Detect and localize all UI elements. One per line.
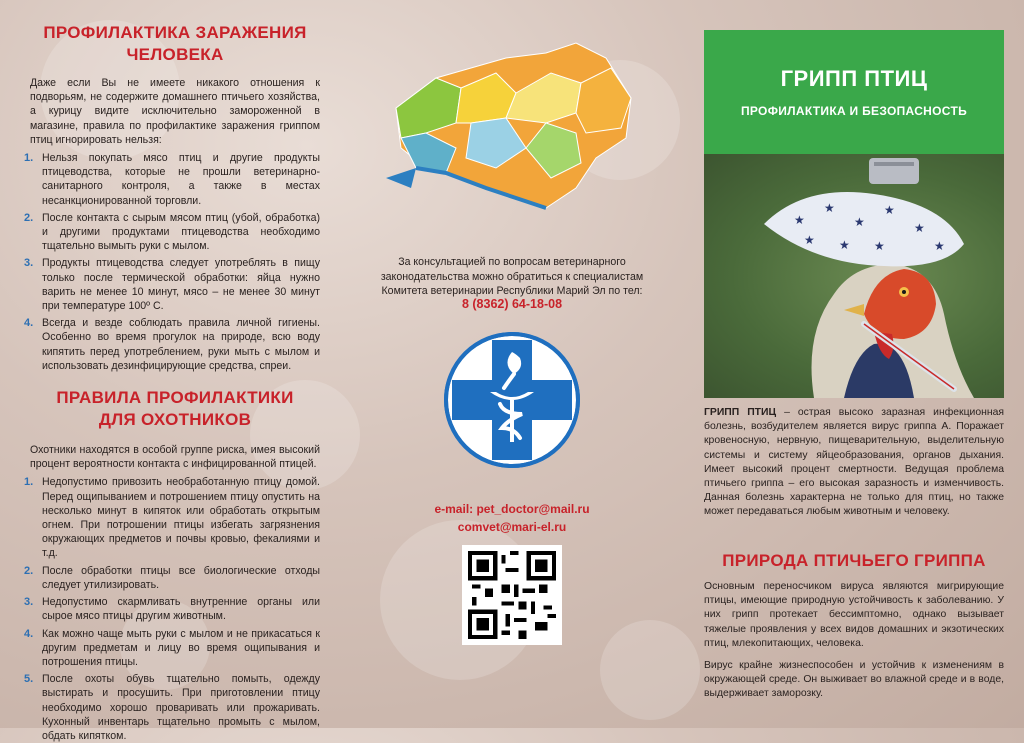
nature-paragraph: Основным переносчиком вируса являются мигрирующие птицы, имеющие природную устойчивость к заболеванию. У них грипп протекает бессимптомно, однако вызывает тяжелые проявления у всех видов домашних и экзотических птиц, млекопитающих, человека. bbox=[704, 581, 1004, 649]
rule-item bbox=[24, 316, 320, 373]
section-heading: ПРИРОДА ПТИЧЬЕГО ГРИППА bbox=[722, 551, 986, 570]
svg-text:★: ★ bbox=[874, 239, 885, 253]
qr-code-icon[interactable] bbox=[462, 545, 562, 645]
svg-text:★: ★ bbox=[914, 221, 925, 235]
section-heading bbox=[30, 387, 320, 431]
cover-subtitle: ПРОФИЛАКТИКА И БЕЗОПАСНОСТЬ bbox=[740, 104, 968, 118]
rule-text: Нельзя покупать мясо птиц и другие продукты птицеводства, которые не прошли ветеринарно-санитарного контроля, а также в местах несанкционированной торговли. bbox=[42, 152, 320, 207]
rule-number: 3. bbox=[24, 596, 34, 609]
phone-number[interactable]: 8 (8362) 64-18-08 bbox=[461, 297, 563, 311]
description-lead: ГРИПП ПТИЦ bbox=[704, 407, 777, 418]
nature-paragraph: Вирус крайне жизнеспособен и устойчив к изменениям в окружающей среде. Он выживает во влажной среде и в воде, выдерживает заморозку. bbox=[704, 660, 1004, 700]
rule-number: 3. bbox=[24, 257, 34, 270]
heading-line: ПРОФИЛАКТИКА ЗАРАЖЕНИЯ bbox=[43, 23, 307, 42]
contacts-block bbox=[362, 500, 662, 536]
rule-item bbox=[24, 672, 320, 743]
cover-title: ГРИПП ПТИЦ bbox=[780, 66, 928, 91]
right-panel bbox=[682, 0, 1024, 728]
rule-text: Продукты птицеводства следует употреблять в пищу только после термической обработки: яйца нужно варить не менее 10 минут, мясо – не менее 30 минут при температуре 100º С. bbox=[42, 257, 320, 313]
svg-text:★: ★ bbox=[934, 239, 945, 253]
rule-number: 4. bbox=[24, 627, 34, 640]
svg-text:★: ★ bbox=[854, 215, 865, 229]
disease-description bbox=[704, 406, 1004, 520]
rule-number: 2. bbox=[24, 564, 34, 577]
rule-text: Как можно чаще мыть руки с мылом и не прикасаться к другим предметам и лицу во время ощипывания и потрошения птицы. bbox=[42, 627, 320, 668]
rule-item bbox=[24, 151, 320, 208]
rule-item bbox=[24, 211, 320, 254]
cover-header bbox=[704, 30, 1004, 154]
svg-text:★: ★ bbox=[804, 233, 815, 247]
rule-number: 2. bbox=[24, 211, 34, 224]
region-map-icon bbox=[376, 38, 648, 218]
svg-text:★: ★ bbox=[824, 201, 835, 215]
rule-item bbox=[24, 475, 320, 560]
rooster-illustration bbox=[704, 154, 1004, 398]
rule-text: После охоты обувь тщательно помыть, одежду выстирать и просушить. При приготовлении птицу необходимо хорошо проваривать или прожаривать. Кухонный инвентарь тщательно промыть с мылом, обдать кипятком. bbox=[42, 673, 320, 742]
email-link[interactable]: comvet@mari-el.ru bbox=[457, 520, 567, 534]
intro-paragraph: Даже если Вы не имеете никакого отношения к подворьям, не содержите домашнего птичьего хозяйства, а курицу видите исключительно замороженной в магазине, правила по профилактике заражения гриппом птиц игнорировать нельзя: bbox=[30, 77, 320, 146]
svg-text:★: ★ bbox=[794, 213, 805, 227]
rule-number: 1. bbox=[24, 152, 34, 165]
nature-section bbox=[704, 580, 1004, 710]
rules-list bbox=[24, 151, 320, 373]
rules-list bbox=[24, 475, 320, 743]
medical-cross-bowl-snake-icon bbox=[442, 330, 582, 470]
email-link[interactable]: e-mail: pet_doctor@mail.ru bbox=[434, 502, 590, 516]
heading-line: ДЛЯ ОХОТНИКОВ bbox=[98, 410, 252, 430]
description-text: – острая высоко заразная инфекционная болезнь, возбудителем является вирус гриппа А. Поражает кровеносную, нервную, пищеварительную, выделительную системы и систему яйцеобразования, органов дыхания. Имеет высокий процент смертности. Ведущая проблема птичьего гриппа – его высокая заразность и изменчивость. Данная болезнь характерна не только для птиц, но также может передаваться любым животным и человеку. bbox=[704, 407, 1004, 518]
rule-text: После обработки птицы все биологические отходы следует утилизировать. bbox=[42, 564, 320, 591]
intro-paragraph: Охотники находятся в особой группе риска, имея высокий процент вероятности контакта с инфицированной птицей. bbox=[30, 444, 320, 471]
rule-item bbox=[24, 627, 320, 670]
rule-number: 1. bbox=[24, 476, 34, 489]
middle-panel bbox=[342, 0, 682, 728]
left-panel bbox=[0, 0, 342, 742]
rule-number: 5. bbox=[24, 673, 34, 686]
rule-item bbox=[24, 564, 320, 592]
rule-text: После контакта с сырым мясом птиц (убой, обработка) и другими продуктами птицеводства необходимо тщательно вымыть руки с мылом. bbox=[42, 211, 320, 253]
rule-text: Всегда и везде соблюдать правила личной гигиены. Особенно во время прогулок на природе, всю воду кипятить перед употреблением, руки мыть с мылом и использовать дезинфицирующие средства, спреи. bbox=[42, 317, 320, 372]
rule-text: Недопустимо скармливать внутренние органы или сырое мясо птицы другим животным. bbox=[42, 596, 320, 623]
section-heading bbox=[30, 22, 320, 66]
svg-text:★: ★ bbox=[884, 203, 895, 217]
section-hunters bbox=[24, 387, 320, 743]
section-human-prevention bbox=[24, 22, 320, 373]
consultation-text: За консультацией по вопросам ветеринарного законодательства можно обратиться к специалистам Комитета ветеринарии Республики Марий Эл по тел: bbox=[380, 256, 644, 297]
heading-line: ПРАВИЛА ПРОФИЛАКТИКИ bbox=[56, 388, 294, 408]
heading-line: ЧЕЛОВЕКА bbox=[126, 45, 224, 64]
rule-text: Недопустимо привозить необработанную птицу домой. Перед ощипыванием и потрошением птицу опустить на несколько минут в кипяток или обработать открытым огнем. При потрошении птицы избегать загрязнения окружающих предметов и почвы кровью, фекалиями и т.д. bbox=[42, 476, 320, 560]
rule-item bbox=[24, 256, 320, 313]
svg-text:★: ★ bbox=[839, 238, 850, 252]
rule-number: 4. bbox=[24, 317, 34, 330]
rule-item bbox=[24, 595, 320, 623]
